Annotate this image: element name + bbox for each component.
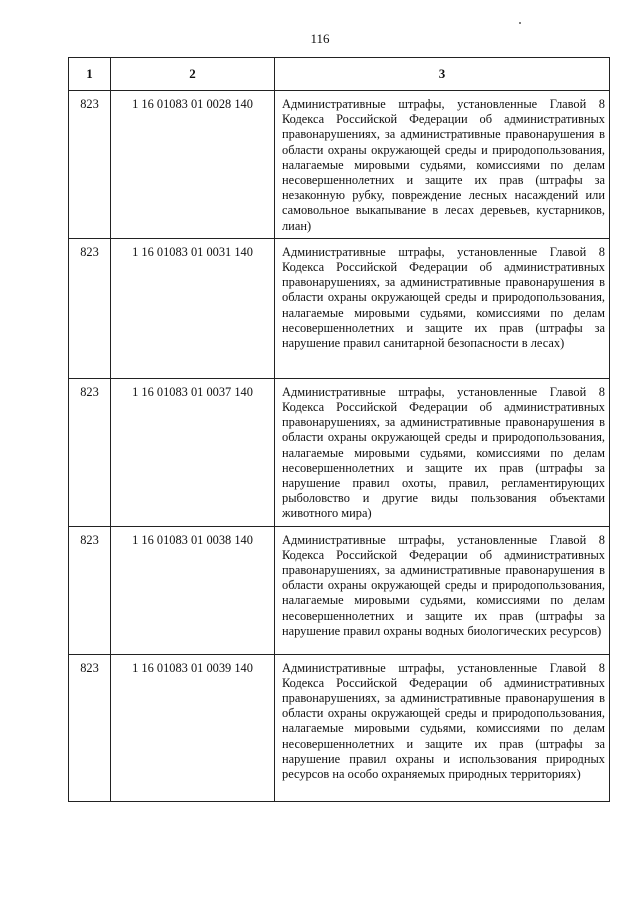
budget-classification-code-cell: 1 16 01083 01 0031 140	[111, 238, 275, 378]
description-cell: Административные штрафы, установленные Главой 8 Кодекса Российской Федерации об административных правонарушениях, за административные правонарушения в области охраны окружающей среды и природопользования, налагаемые мировыми судьями, комиссиями по делам несовершеннолетних и защите их прав (штрафы за незаконную рубку, повреждение лесных насаждений или самовольное выкапывание в лесах деревьев, кустарников, лиан)	[275, 91, 610, 239]
budget-classification-code-cell: 1 16 01083 01 0038 140	[111, 526, 275, 654]
column-header-3: 3	[275, 58, 610, 91]
table-row	[69, 238, 610, 378]
table-row	[69, 654, 610, 801]
budget-classification-code-cell: 1 16 01083 01 0028 140	[111, 91, 275, 239]
description-cell: Административные штрафы, установленные Главой 8 Кодекса Российской Федерации об административных правонарушениях, за административные правонарушения в области охраны окружающей среды и природопользования, налагаемые мировыми судьями, комиссиями по делам несовершеннолетних и защите их прав (штрафы за нарушение правил санитарной безопасности в лесах)	[275, 238, 610, 378]
table-row	[69, 378, 610, 526]
table-header-row	[69, 58, 610, 91]
admin-code-cell: 823	[69, 654, 111, 801]
table-row	[69, 526, 610, 654]
description-cell: Административные штрафы, установленные Главой 8 Кодекса Российской Федерации об административных правонарушениях, за административные правонарушения в области охраны окружающей среды и природопользования, налагаемые мировыми судьями, комиссиями по делам несовершеннолетних и защите их прав (штрафы за нарушение правил охоты, правил, регламентирующих рыболовство и другие виды пользования объектами животного мира)	[275, 378, 610, 526]
admin-code-cell: 823	[69, 238, 111, 378]
admin-code-cell: 823	[69, 526, 111, 654]
budget-classification-code-cell: 1 16 01083 01 0037 140	[111, 378, 275, 526]
description-cell: Административные штрафы, установленные Главой 8 Кодекса Российской Федерации об административных правонарушениях, за административные правонарушения в области охраны окружающей среды и природопользования, налагаемые мировыми судьями, комиссиями по делам несовершеннолетних и защите их прав (штрафы за нарушение правил охраны и использования природных ресурсов на особо охраняемых природных территориях)	[275, 654, 610, 801]
budget-code-table	[68, 57, 610, 802]
column-header-1: 1	[69, 58, 111, 91]
description-cell: Административные штрафы, установленные Главой 8 Кодекса Российской Федерации об административных правонарушениях, за административные правонарушения в области охраны окружающей среды и природопользования, налагаемые мировыми судьями, комиссиями по делам несовершеннолетних и защите их прав (штрафы за нарушение правил охраны водных биологических ресурсов)	[275, 526, 610, 654]
admin-code-cell: 823	[69, 378, 111, 526]
admin-code-cell: 823	[69, 91, 111, 239]
table-row	[69, 91, 610, 239]
column-header-2: 2	[111, 58, 275, 91]
page-number: 116	[310, 31, 330, 46]
scan-speck	[519, 22, 521, 24]
budget-classification-code-cell: 1 16 01083 01 0039 140	[111, 654, 275, 801]
